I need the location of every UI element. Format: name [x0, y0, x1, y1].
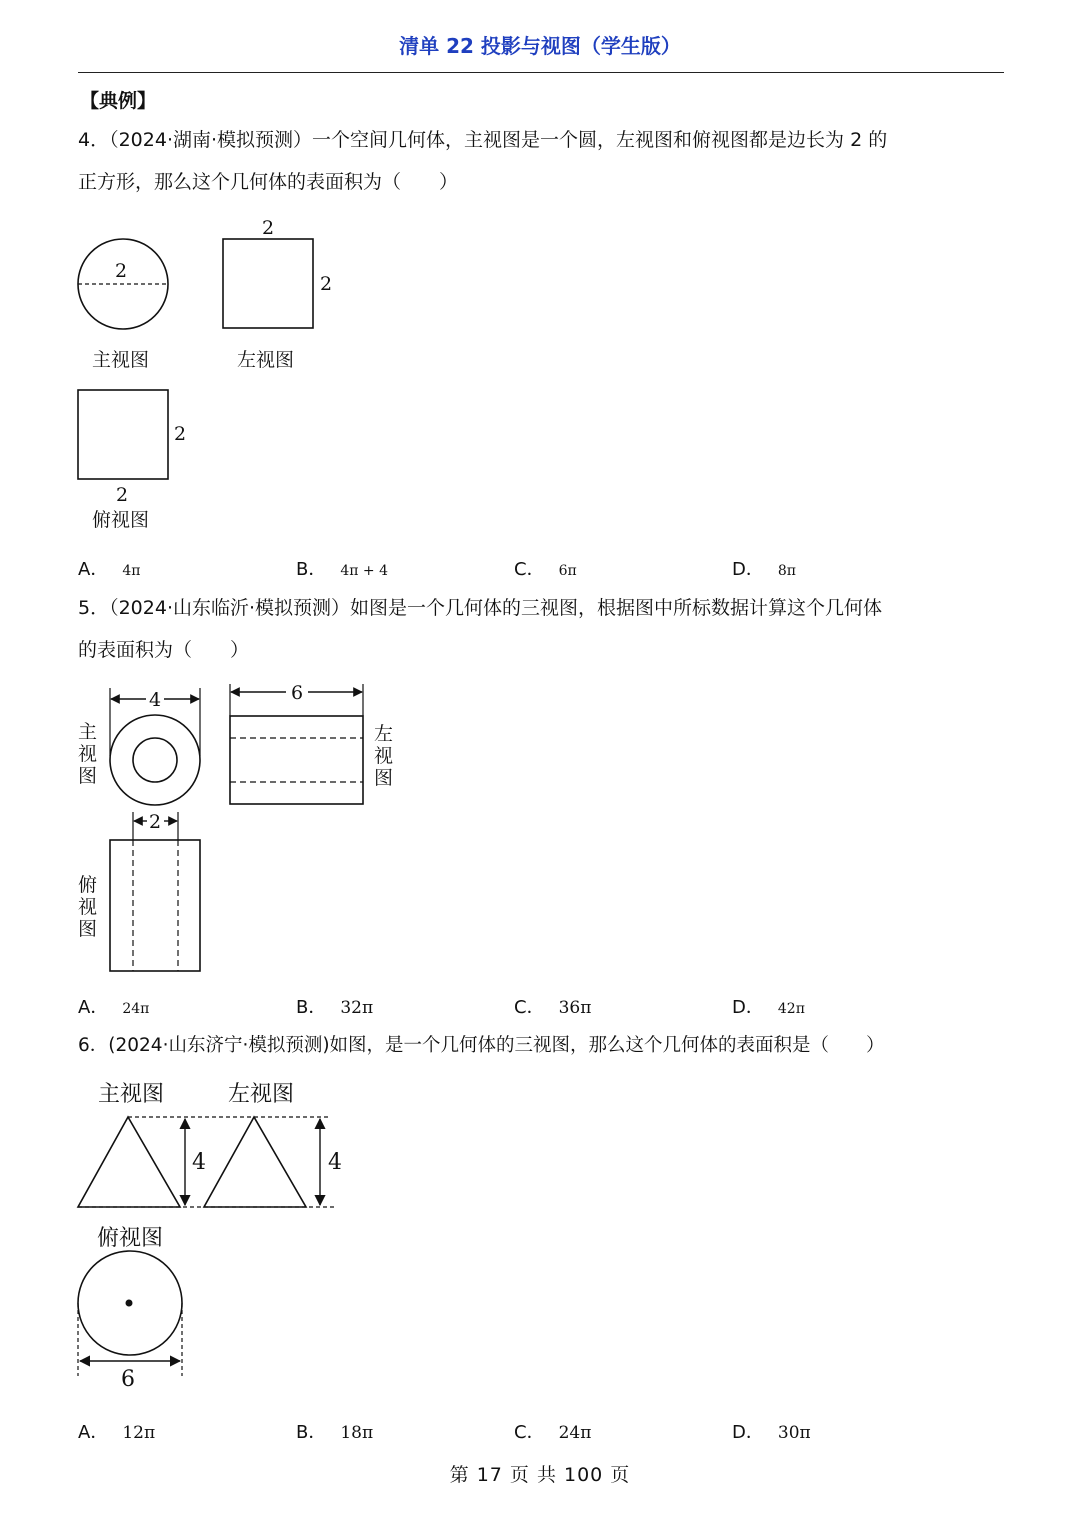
- q5-front-label-2: 视: [78, 743, 98, 765]
- q5-stem-line1: 5．（2024·山东临沂·模拟预测）如图是一个几何体的三视图，根据图中所标数据计算这个几何体: [78, 597, 883, 619]
- q4-top-label: 俯视图: [92, 509, 150, 531]
- q4-option-c[interactable]: C． 6π: [514, 559, 577, 580]
- q5-left-label-3: 图: [374, 767, 394, 789]
- q5-left-label-2: 视: [374, 745, 394, 767]
- q4-front-label: 主视图: [92, 349, 150, 371]
- q5-front-label-3: 图: [78, 765, 98, 787]
- q4-stem-line1: 4．（2024·湖南·模拟预测）一个空间几何体，主视图是一个圆，左视图和俯视图都是边长为 2 的: [78, 129, 888, 151]
- q6-top-view: [78, 1226, 182, 1392]
- q5-left-label-1: 左: [374, 723, 394, 745]
- q4-left-label: 左视图: [237, 349, 295, 371]
- q6-stem-line1: 6．(2024·山东济宁·模拟预测)如图，是一个几何体的三视图，那么这个几何体的表面积是（ ）: [78, 1035, 885, 1056]
- q4-option-d[interactable]: D． 8π: [732, 559, 796, 580]
- q5-front-label-1: 主: [78, 721, 98, 743]
- q4-stem-line2: 正方形，那么这个几何体的表面积为（ ）: [78, 171, 459, 193]
- q6-left-view: [204, 1117, 342, 1207]
- q6-option-b[interactable]: B． 18π: [296, 1422, 374, 1443]
- q5-top-dim: 2: [149, 811, 162, 833]
- q6-front-label: 主视图: [98, 1082, 165, 1107]
- page-header-title: 清单 22 投影与视图（学生版）: [399, 34, 681, 58]
- q6-left-height: 4: [328, 1150, 342, 1175]
- q4-top-side-dim: 2: [174, 423, 187, 445]
- q5-option-b[interactable]: B． 32π: [296, 997, 374, 1018]
- q6-front-height: 4: [192, 1150, 206, 1175]
- q6-option-d[interactable]: D． 30π: [732, 1422, 811, 1443]
- q6-front-view: [78, 1117, 206, 1207]
- q6-diameter: 6: [121, 1367, 135, 1392]
- q5-front-dim: 4: [149, 689, 162, 711]
- q6-option-a[interactable]: A． 12π: [78, 1422, 156, 1443]
- q5-stem-line2: 的表面积为（ ）: [78, 639, 250, 661]
- q5-option-c[interactable]: C． 36π: [514, 997, 592, 1018]
- q4-top-bottom-dim: 2: [116, 484, 129, 506]
- q6-option-c[interactable]: C． 24π: [514, 1422, 592, 1443]
- q4-option-a[interactable]: A． 4π: [78, 559, 141, 580]
- page-number: 第 17 页 共 100 页: [449, 1464, 631, 1486]
- q4-left-top-dim: 2: [262, 217, 275, 239]
- q5-left-dim: 6: [291, 682, 304, 704]
- q4-circle-dim: 2: [115, 260, 128, 282]
- q4-left-side-dim: 2: [320, 273, 333, 295]
- q6-top-label: 俯视图: [97, 1226, 164, 1251]
- q5-top-label-1: 俯: [78, 874, 98, 896]
- q5-option-a[interactable]: A． 24π: [78, 997, 150, 1018]
- section-label: 【典例】: [80, 90, 157, 112]
- q4-option-b[interactable]: B． 4π + 4: [296, 559, 389, 580]
- q5-top-label-2: 视: [78, 896, 98, 918]
- q5-option-d[interactable]: D． 42π: [732, 997, 805, 1018]
- q5-top-label-3: 图: [78, 918, 98, 940]
- q6-left-label: 左视图: [228, 1082, 295, 1107]
